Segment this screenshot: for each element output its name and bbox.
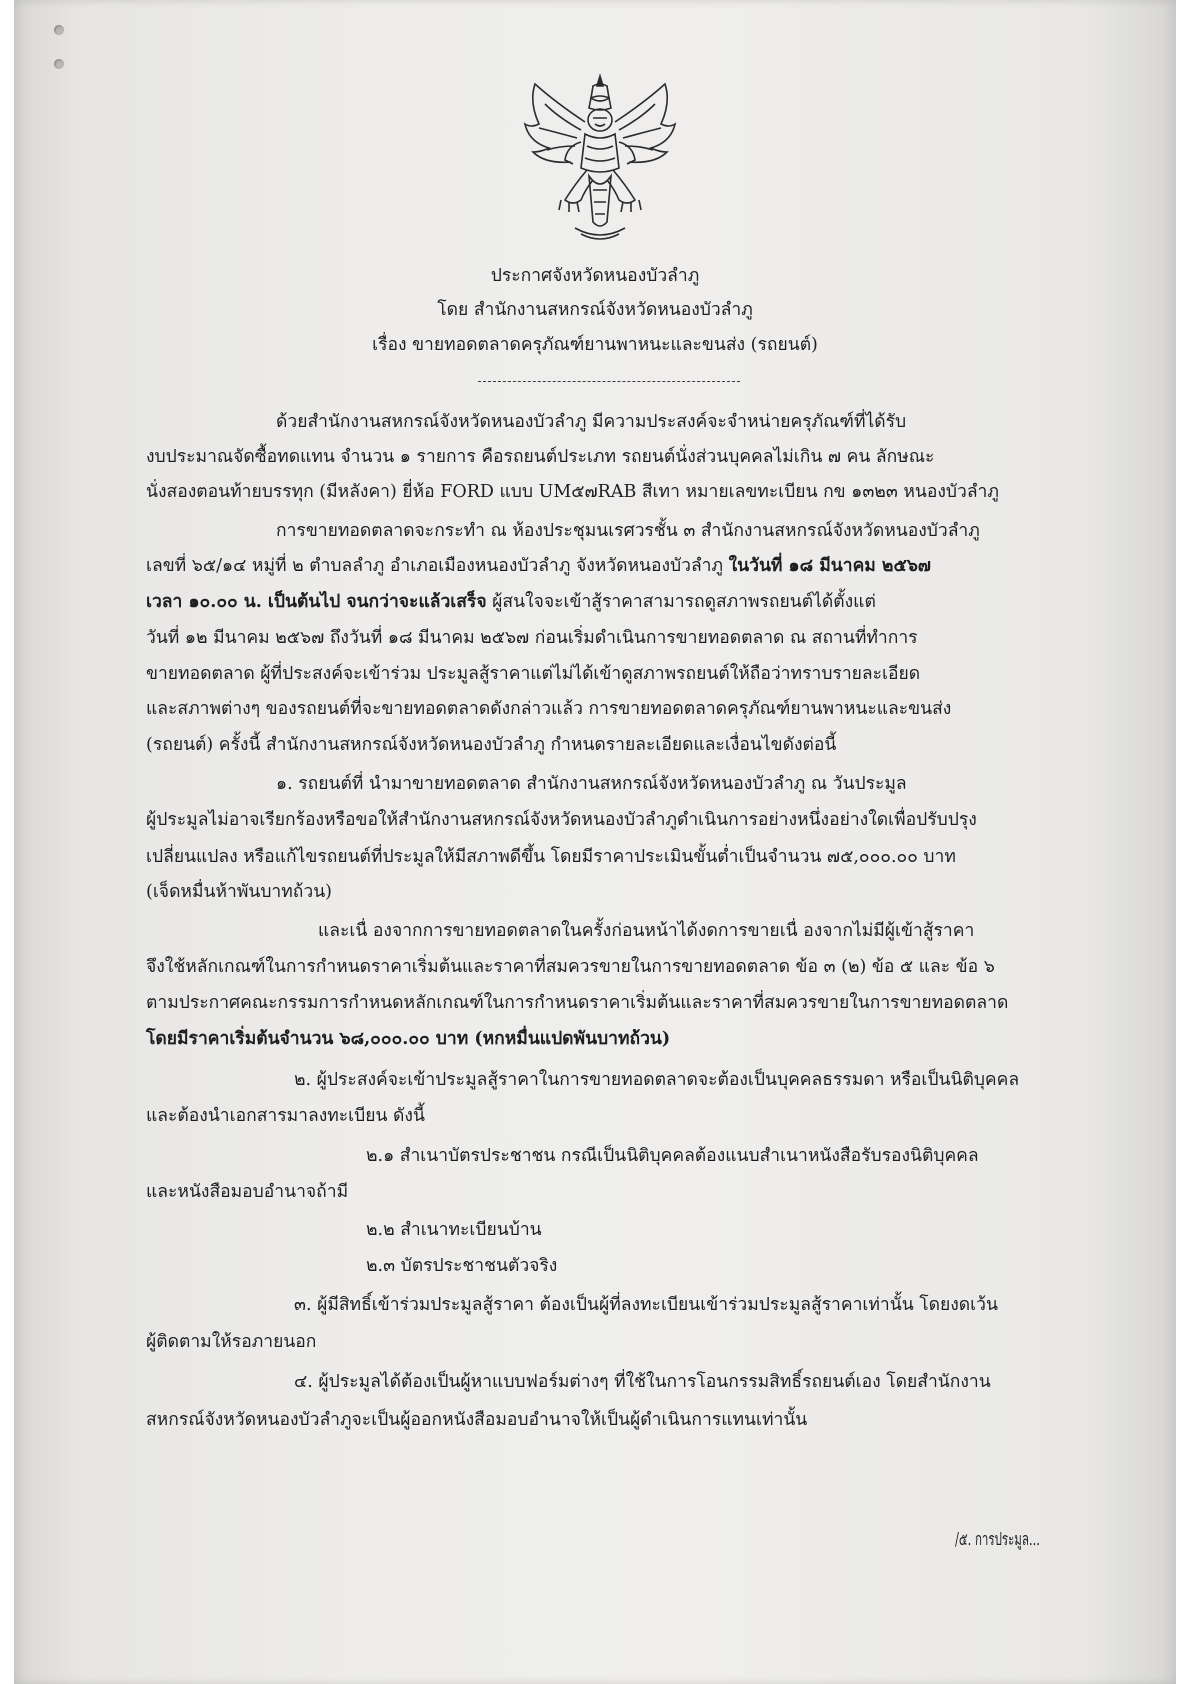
inspection-text: ผู้สนใจจะเข้าสู้ราคาสามารถดูสภาพรถยนต์ได้ตั้งแต่	[486, 592, 876, 612]
continuation-note: /๕. การประมูล...	[955, 1530, 1040, 1550]
auction-date: ในวันที่ ๑๘ มีนาคม ๒๕๖๗	[728, 556, 931, 576]
paragraph-line	[146, 554, 931, 578]
item-2-line: ๒. ผู้ประสงค์จะเข้าประมูลสู้ราคาในการขายทอดตลาดจะต้องเป็นบุคคลธรรมดา หรือเป็นนิติบุคคล	[294, 1070, 1020, 1090]
paragraph-line: วันที่ ๑๒ มีนาคม ๒๕๖๗ ถึงวันที่ ๑๘ มีนาคม ๒๕๖๗ ก่อนเริ่มดำเนินการขายทอดตลาด ณ สถานที่ทำการ	[146, 628, 918, 648]
item-4-line: สหกรณ์จังหวัดหนองบัวลำภูจะเป็นผู้ออกหนังสือมอบอำนาจให้เป็นผู้ดำเนินการแทนเท่านั้น	[146, 1410, 808, 1430]
paragraph-line: (รถยนต์) ครั้งนี้ สำนักงานสหกรณ์จังหวัดหนองบัวลำภู กำหนดรายละเอียดและเงื่อนไขดังต่อนี้	[146, 735, 837, 755]
paragraph-line: การขายทอดตลาดจะกระทำ ณ ห้องประชุมนเรศวรชั้น ๓ สำนักงานสหกรณ์จังหวัดหนองบัวลำภู	[276, 521, 980, 541]
item-4-line: ๔. ผู้ประมูลได้ต้องเป็นผู้หาแบบฟอร์มต่างๆ ที่ใช้ในการโอนกรรมสิทธิ์รถยนต์เอง โดยสำนักงาน	[294, 1372, 991, 1392]
paragraph-line	[146, 590, 876, 614]
item-2-1-line: และหนังสือมอบอำนาจถ้ามี	[146, 1182, 349, 1202]
paragraph-line: และสภาพต่างๆ ของรถยนต์ที่จะขายทอดตลาดดังกล่าวแล้ว การขายทอดตลาดครุภัณฑ์ยานพาหนะและขนส่ง	[146, 699, 952, 719]
item-2-3-line: ๒.๓ บัตรประชาชนตัวจริง	[366, 1256, 558, 1276]
title-separator	[478, 381, 740, 382]
garuda-emblem	[515, 72, 685, 244]
paragraph-line: ขายทอดตลาด ผู้ที่ประสงค์จะเข้าร่วม ประมูลสู้ราคาแต่ไม่ได้เข้าดูสภาพรถยนต์ให้ถือว่าทราบรายละเอียด	[146, 664, 921, 684]
item-1-line: ๑. รถยนต์ที่ นำมาขายทอดตลาด สำนักงานสหกรณ์จังหวัดหนองบัวลำภู ณ วันประมูล	[276, 774, 907, 794]
item-3-line: ๓. ผู้มีสิทธิ์เข้าร่วมประมูลสู้ราคา ต้องเป็นผู้ที่ลงทะเบียนเข้าร่วมประมูลสู้ราคาเท่านั้น โดยงดเว้น	[294, 1295, 998, 1315]
issuing-office: โดย สำนักงานสหกรณ์จังหวัดหนองบัวลำภู	[437, 300, 753, 320]
item-2-line: และต้องนำเอกสารมาลงทะเบียน ดังนี้	[146, 1106, 425, 1126]
item-1-line: เปลี่ยนแปลง หรือแก้ไขรถยนต์ที่ประมูลให้มีสภาพดีขึ้น โดยมีราคาประเมินขั้นต่ำเป็นจำนวน ๗๕,๐๐๐.๐๐ บาท	[146, 847, 956, 867]
item-1b-line: จึงใช้หลักเกณฑ์ในการกำหนดราคาเริ่มต้นและราคาที่สมควรขายในการขายทอดตลาด ข้อ ๓ (๒) ข้อ ๕ และ ข้อ ๖	[146, 957, 995, 977]
item-1-line: (เจ็ดหมื่นห้าพันบาทถ้วน)	[146, 882, 333, 902]
address-text: เลขที่ ๖๕/๑๔ หมู่ที่ ๒ ตำบลลำภู อำเภอเมืองหนองบัวลำภู จังหวัดหนองบัวลำภู	[146, 556, 729, 576]
item-3-line: ผู้ติดตามให้รอภายนอก	[146, 1332, 317, 1352]
subject-line: เรื่อง ขายทอดตลาดครุภัณฑ์ยานพาหนะและขนส่ง (รถยนต์)	[372, 335, 818, 355]
item-2-2-line: ๒.๒ สำเนาทะเบียนบ้าน	[366, 1220, 542, 1240]
starting-price: โดยมีราคาเริ่มต้นจำนวน ๖๘,๐๐๐.๐๐ บาท (หกหมื่นแปดพันบาทถ้วน)	[146, 1029, 671, 1049]
punch-holes	[54, 25, 68, 85]
auction-time: เวลา ๑๐.๐๐ น. เป็นต้นไป จนกว่าจะแล้วเสร็จ	[146, 592, 487, 612]
paragraph-line: นั่งสองตอนท้ายบรรทุก (มีหลังคา) ยี่ห้อ FORD แบบ UM๕๗RAB สีเทา หมายเลขทะเบียน กข ๑๓๒๓ หนองบัวลำภู	[146, 482, 999, 502]
item-2-1-line: ๒.๑ สำเนาบัตรประชาชน กรณีเป็นนิติบุคคลต้องแนบสำเนาหนังสือรับรองนิติบุคคล	[366, 1146, 979, 1166]
announcement-title: ประกาศจังหวัดหนองบัวลำภู	[490, 266, 700, 286]
item-1-line: ผู้ประมูลไม่อาจเรียกร้องหรือขอให้สำนักงานสหกรณ์จังหวัดหนองบัวลำภูดำเนินการอย่างหนึ่งอย่างใดเพื่อปรับปรุง	[146, 810, 977, 830]
item-1b-line: ตามประกาศคณะกรรมการกำหนดหลักเกณฑ์ในการกำหนดราคาเริ่มต้นและราคาที่สมควรขายในการขายทอดตลาด	[146, 993, 1009, 1013]
paragraph-line: ด้วยสำนักงานสหกรณ์จังหวัดหนองบัวลำภู มีความประสงค์จะจำหน่ายครุภัณฑ์ที่ได้รับ	[276, 412, 907, 432]
item-1b-line: และเนื่ องจากการขายทอดตลาดในครั้งก่อนหน้าได้งดการขายเนื่ องจากไม่มีผู้เข้าสู้ราคา	[318, 921, 975, 941]
paragraph-line: งบประมาณจัดซื้อทดแทน จำนวน ๑ รายการ คือรถยนต์ประเภท รถยนต์นั่งส่วนบุคคลไม่เกิน ๗ คน ลักษณะ	[146, 447, 935, 467]
